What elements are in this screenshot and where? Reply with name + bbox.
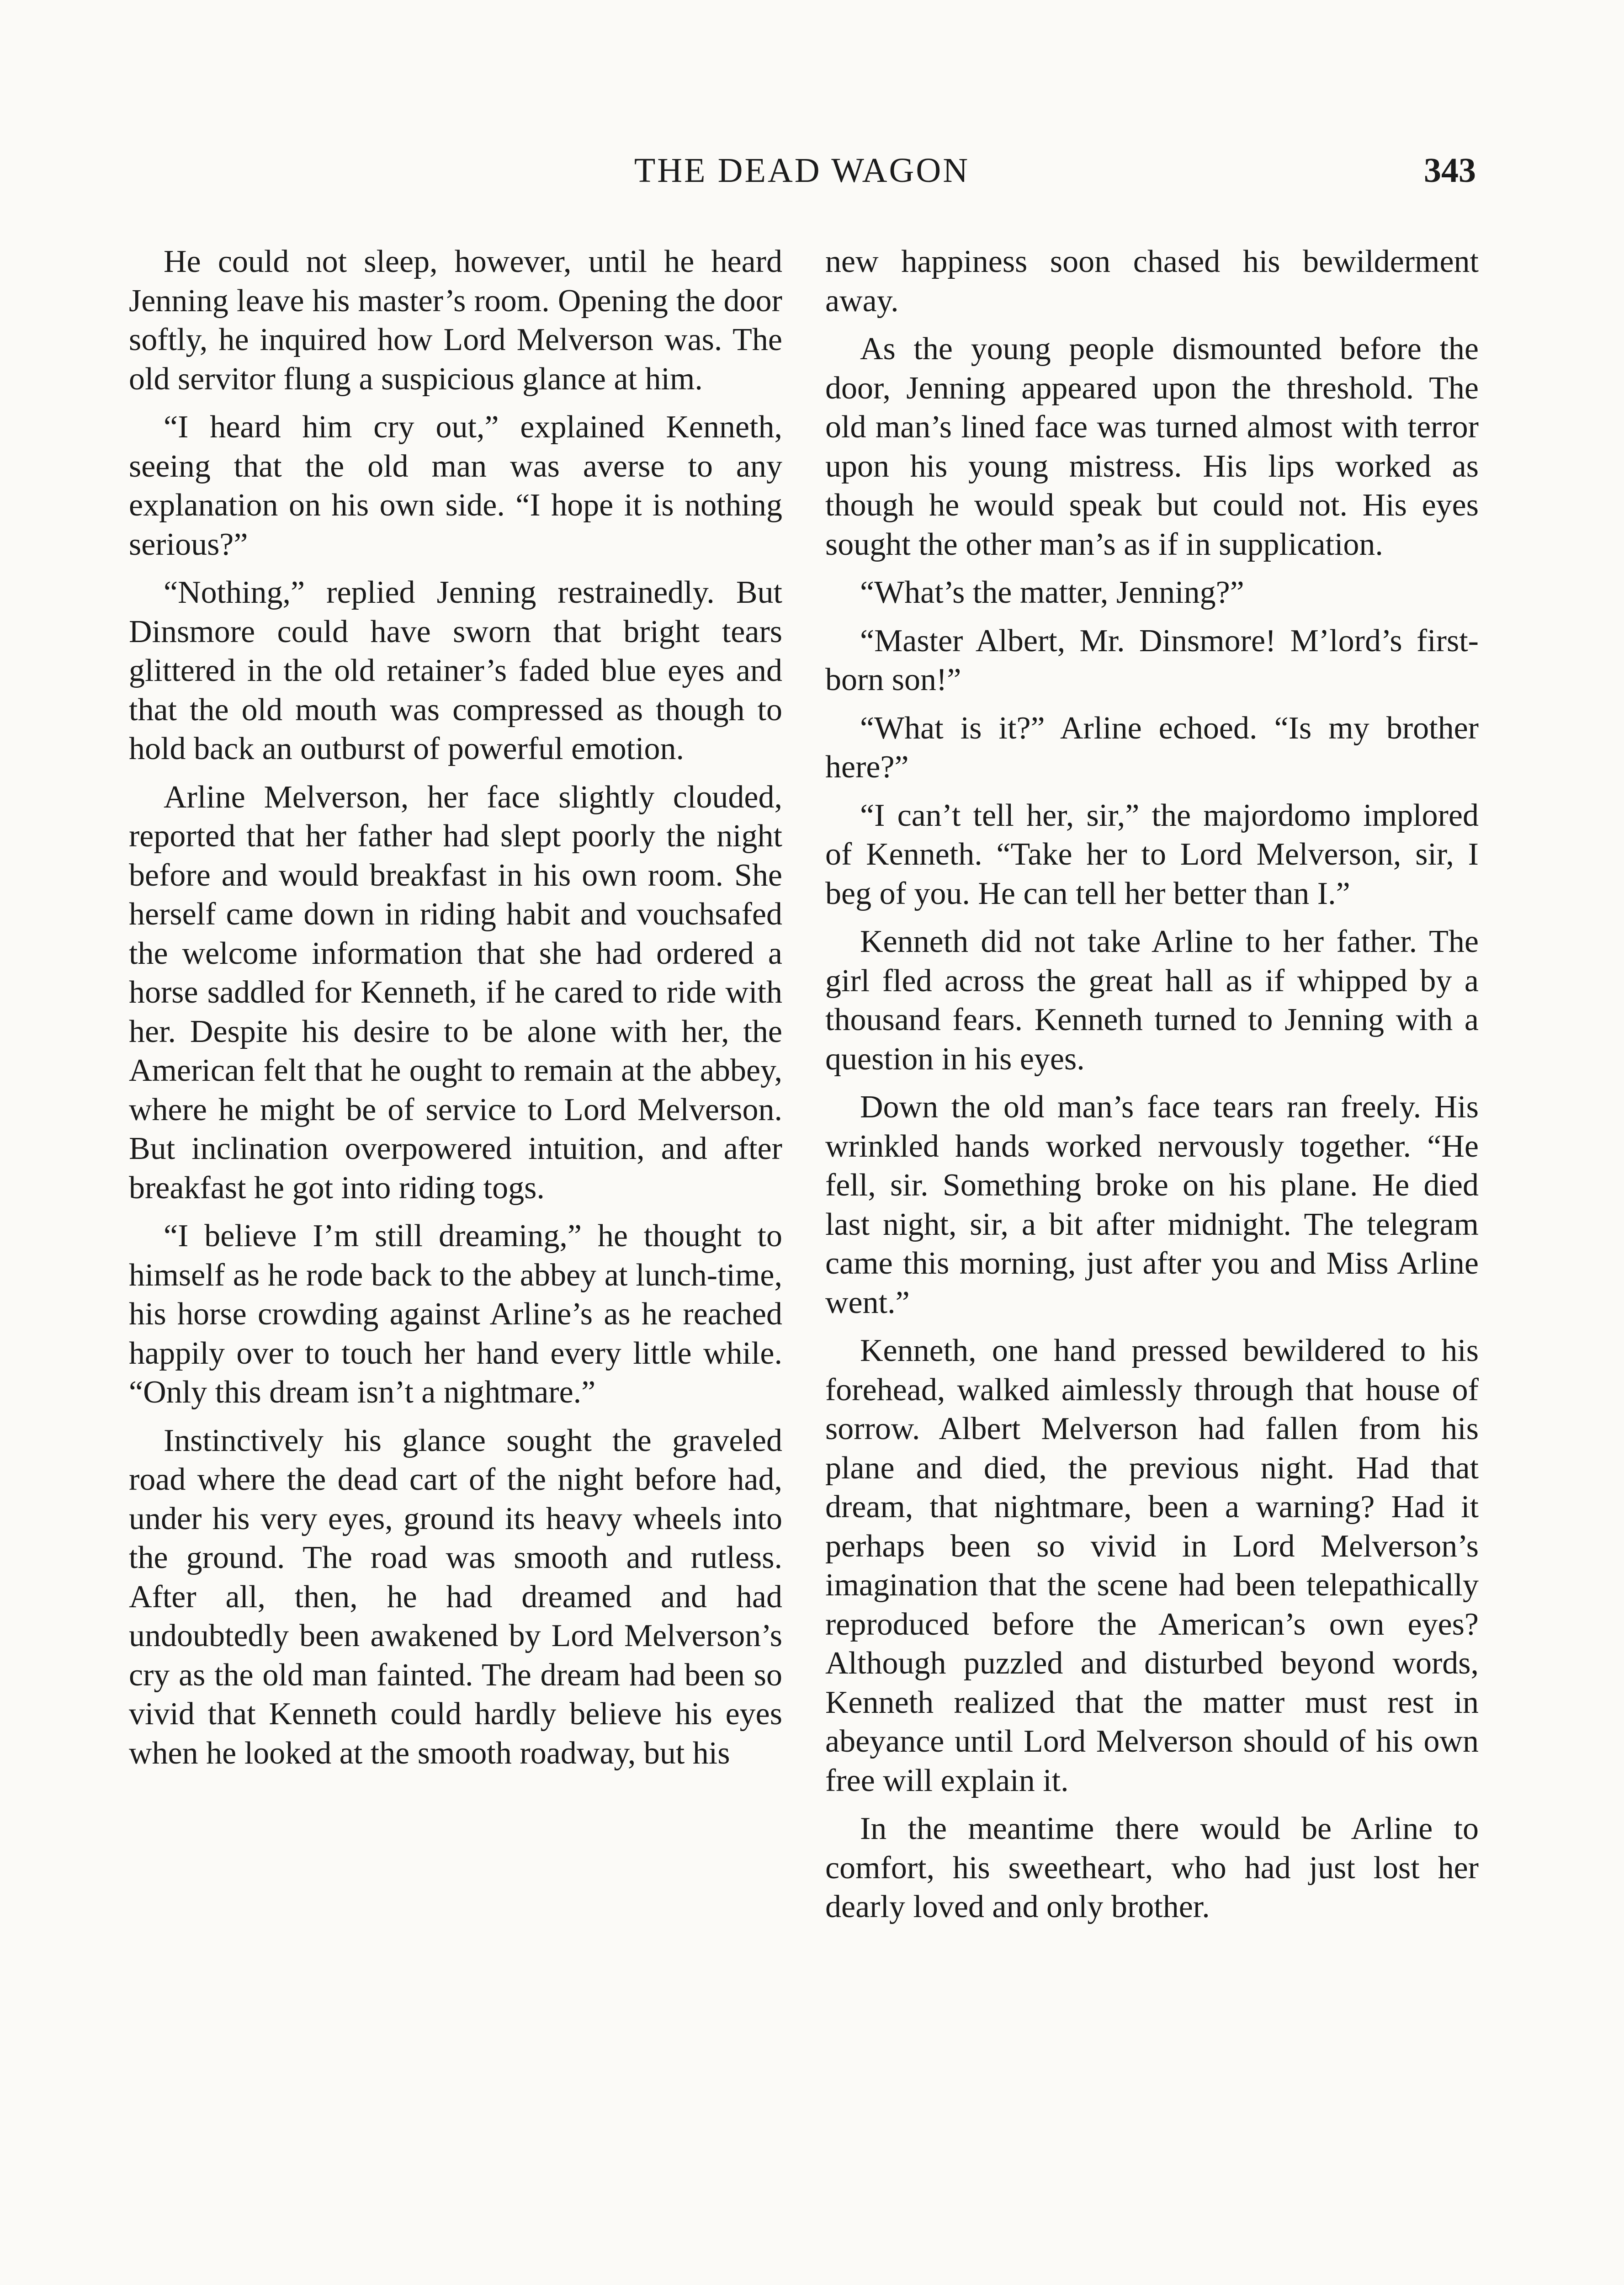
paragraph: Arline Melverson, her face slightly clouded, reported that her father had slept poorly the night before and would breakfast in his own room. She herself came down in riding habit and vouchsafed the welcome information that she had ordered a horse saddled for Kenneth, if he cared to ride with her. Despite his desire to be alone with her, the American felt that he ought to remain at the abbey, where he might be of service to Lord Melverson. But inclination overpowered intuition, and after breakfast he got into riding togs. <box>129 779 782 1206</box>
right-column <box>825 242 1479 2285</box>
paragraph: In the meantime there would be Arline to comfort, his sweetheart, who had just lost her dearly loved and only brother. <box>825 1811 1479 1924</box>
paragraph: “I believe I’m still dreaming,” he thought to himself as he rode back to the abbey at lunch-time, his horse crowding against Arline’s as he reached happily over to touch her hand every little while. “Only this dream isn’t a nightmare.” <box>129 1218 782 1410</box>
paragraph: As the young people dismounted before the door, Jenning appeared upon the threshold. The old man’s lined face was turned almost with terror upon his young mistress. His lips worked as though he would speak but could not. His eyes sought the other man’s as if in supplication. <box>825 331 1479 562</box>
paragraph: He could not sleep, however, until he heard Jenning leave his master’s room. Opening the door softly, he inquired how Lord Melverson was. The old servitor flung a suspicious glance at him. <box>129 244 782 397</box>
paragraph: Down the old man’s face tears ran freely. His wrinkled hands worked nervously together. “He fell, sir. Something broke on his plane. He died last night, sir, a bit after midnight. The telegram came this morning, just after you and Miss Arline went.” <box>825 1089 1479 1320</box>
paragraph: “Master Albert, Mr. Dinsmore! M’lord’s first-born son!” <box>825 623 1479 697</box>
paragraph: “What’s the matter, Jenning?” <box>860 575 1244 610</box>
paragraph: Instinctively his glance sought the graveled road where the dead cart of the night before had, under his very eyes, ground its heavy wheels into the ground. The road was smooth and rutless. After all, then, he had dreamed and had undoubtedly been awakened by Lord Melverson’s cry as the old man fainted. The dream had been so vivid that Kenneth could hardly believe his eyes when he looked at the smooth roadway, but his <box>129 1423 782 1771</box>
paragraph: Kenneth, one hand pressed bewildered to his forehead, walked aimlessly through that house of sorrow. Albert Melverson had fallen from his plane and died, the previous night. Had that dream, that nightmare, been a warning? Had it perhaps been so vivid in Lord Melverson’s imagination that the scene had been telepathically reproduced before the American’s own eyes? Although puzzled and disturbed beyond words, Kenneth realized that the matter must rest in abeyance until Lord Melverson should of his own free will explain it. <box>825 1333 1479 1798</box>
paragraph: Kenneth did not take Arline to her father. The girl fled across the great hall as if whipped by a thousand fears. Kenneth turned to Jenning with a question in his eyes. <box>825 924 1479 1077</box>
paragraph: “What is it?” Arline echoed. “Is my brother here?” <box>825 710 1479 785</box>
running-head <box>128 151 1476 197</box>
paragraph: “I can’t tell her, sir,” the majordomo implored of Kenneth. “Take her to Lord Melverson, sir, I beg of you. He can tell her better than I.” <box>825 797 1479 911</box>
paragraph-continuation: new happiness soon chased his bewilderment away. <box>825 244 1479 319</box>
running-title: THE DEAD WAGON <box>634 151 970 190</box>
paragraph: “I heard him cry out,” explained Kenneth, seeing that the old man was averse to any explanation on his own side. “I hope it is nothing serious?” <box>129 409 782 562</box>
page-number: 343 <box>1424 151 1476 190</box>
left-column <box>129 242 782 2285</box>
paragraph: “Nothing,” replied Jenning restrainedly. But Dinsmore could have sworn that bright tears glittered in the old retainer’s faded blue eyes and that the old mouth was compressed as though to hold back an outburst of powerful emotion. <box>129 575 782 766</box>
